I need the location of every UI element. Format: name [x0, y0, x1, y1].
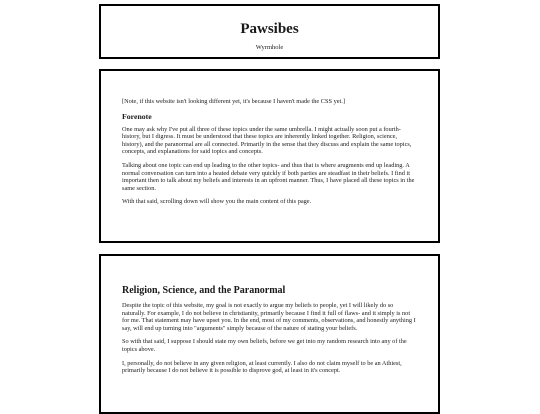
forenote-paragraph: One may ask why I've put all three of these topics under the same umbrella. I might actually soon put a fourth- history, but I digress. It must be understood that these topics are inherently linked together. Religion, science, history), and the paranormal are all connected. Primarily in the sense that they discuss and explain the same topics, concepts, and explanations for said topics and concepts. — [122, 125, 412, 156]
forenote-paragraph: Talking about one topic can end up leading to the other topics- and thus that is where arugments end up leading. A normal conversation can turn into a heated debate very quickly if both parties are steadfast in their beliefs. I find it important then to talk about my beliefs and interests in an upfront manner. Thus, I have placed all these topics in the same section. — [122, 161, 415, 192]
religion-content — [101, 256, 438, 375]
religion-paragraph: Despite the topic of this website, my goal is not exactly to argue my beliefs to people, yet I will likely do so naturally. For example, I do not believe in christianity, primarily because I find it full of flaws- and it simply is not for me. That statement may have upset you. In the end, most of my comments, observations, and honestly anything I say, will end up turning into "arguments" simply because of the nature of stating your beliefs. — [122, 302, 416, 332]
forenote-section — [99, 69, 440, 243]
religion-section — [99, 254, 440, 414]
religion-heading: Religion, Science, and the Paranormal — [122, 285, 286, 296]
site-header — [99, 4, 440, 59]
site-title: Pawsibes — [240, 21, 299, 37]
site-subtitle: Wyrmhole — [255, 44, 284, 51]
css-note: [Note, if this website isn't looking different yet, it's because I haven't made the CSS yet.] — [122, 98, 345, 105]
religion-paragraph: So with that said, I suppose I should state my own beliefs, before we get into my random research into any of the topics above. — [122, 338, 407, 353]
forenote-paragraph: With that said, scrolling down will show you the main content of this page. — [122, 198, 312, 206]
religion-paragraph: I, personally, do not believe in any given religion, at least currently. I also do not claim myself to be an Athiest, primarily because I do not believe it is possible to disprove god, at least in it's concept. — [122, 359, 402, 375]
forenote-content — [101, 71, 438, 206]
forenote-heading: Forenote — [122, 111, 152, 121]
